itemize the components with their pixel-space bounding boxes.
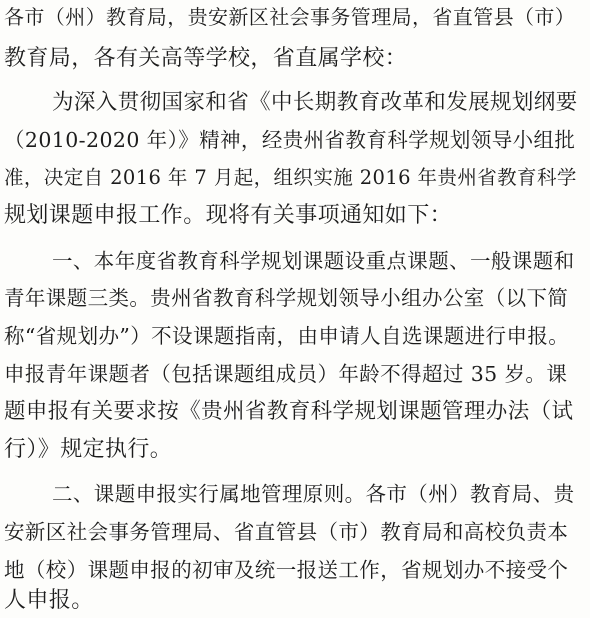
text-line-3: 为深入贯彻国家和省《中长期教育改革和发展规划纲要	[52, 90, 578, 115]
text-line-7: 一、本年度省教育科学规划课题设重点课题、一般课题和	[52, 249, 575, 273]
text-line-13: 二、课题申报实行属地管理原则。各市（州）教育局、贵	[52, 482, 575, 506]
text-line-1: 各市（州）教育局，贵安新区社会事务管理局，省直管县（市）	[4, 5, 576, 29]
text-line-6: 规划课题申报工作。现将有关事项通知如下：	[4, 203, 453, 228]
text-line-5: 准，决定自 2016 年 7 月起，组织实施 2016 年贵州省教育科学	[4, 166, 577, 189]
text-line-12: 行）》规定执行。	[4, 437, 173, 462]
text-line-8: 青年课题三类。贵州省教育科学规划领导小组办公室（以下简	[4, 286, 569, 310]
text-line-16: 人申报。	[4, 588, 94, 613]
text-line-10: 申报青年课题者（包括课题组成员）年龄不得超过 35 岁。课	[4, 362, 568, 386]
text-line-15: 地（校）课题申报的初审及统一报送工作，省规划办不接受个	[4, 558, 569, 582]
text-line-11: 题申报有关要求按《贵州省教育科学规划课题管理办法（试	[4, 399, 574, 424]
text-line-2: 教育局，各有关高等学校，省直属学校：	[4, 46, 408, 71]
text-line-14: 安新区社会事务管理局、省直管县（市）教育局和高校负责本	[4, 520, 569, 544]
text-line-9: 称“省规划办”）不设课题指南，由申请人自选课题进行申报。	[4, 324, 570, 348]
text-line-4: （2010-2020 年）》精神，经贵州省教育科学规划领导小组批	[4, 128, 576, 152]
